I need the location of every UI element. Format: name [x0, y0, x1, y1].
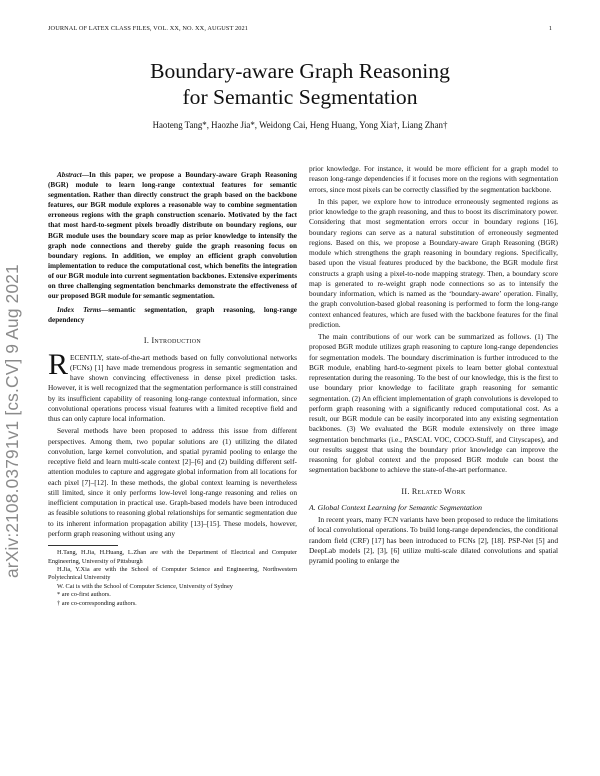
section-heading-related-work: II. Related Work	[401, 486, 466, 496]
footnotes	[48, 549, 297, 608]
subsection-heading: A. Global Context Learning for Semantic Segmentation	[309, 502, 483, 512]
right-paragraph-4: In recent years, many FCN variants have been proposed to reduce the limitations of local convolutional operations. To build long-range dependencies, the conditional random field (CRF) [17] has been introduced to FCNs [2], [18]. PSP-Net [5] and DeepLab models [2], [3], [6] utilize multi-scale dilated convolutions and spatial pyramid pooling to enlarge the	[309, 515, 558, 565]
section-heading-introduction: I. Introduction	[143, 336, 202, 346]
drop-cap: R	[48, 347, 69, 381]
title-line-2: for Semantic Segmentation	[182, 85, 418, 109]
index-terms-text: —semantic segmentation, graph reasoning, long-range dependency	[48, 306, 297, 325]
right-paragraph-2: In this paper, we explore how to introduce erroneously segmented regions as prior knowledge to the graph reasoning, and thus to boost its discriminatory power. Considering that most segmentation errors occur in boundary regions [16], boundary regions can serve as a natural substitution of erroneously segmented regions. Based on this, we propose a Boundary-aware Graph Reasoning (BGR) module which strengthens the graph reasoning in boundary regions. Specifically, based upon the visual features produced by the backbone, the BGR module first constructs a graph using a pixel-to-node mapping strategy. Then, a boundary score map is generated to re-weight graph node connections so as to intensify the boundary information, which is named as the ‘boundary-aware’ operation. Finally, the graph convolution-based global reasoning is performed to form the long-range context enhanced features, which are fused with the backbone features for the final prediction.	[309, 196, 558, 329]
intro-paragraph-2: Several methods have been proposed to address this issue from different perspectives. Among them, two popular solutions are (1) utilizing the dilated convolution, large kernel convolution, and spatial pyramid pooling to enlarge the receptive field and learn multi-scale context [2]–[6] and (2) building different self-attention modules to capture and aggregate global information from all locations for each pixel [7]–[12]. In these methods, the global context learning is nevertheless still limited, since it only performs low-level long-range reasoning and relies on inefficient computation in practical use. Graph-based models have been introduced as feasible solutions to reasoning global relationships for semantic segmentation due to its inherent information propagation ability [13]–[15]. These models, however, perform graph reasoning without using any	[48, 426, 297, 538]
left-column	[48, 170, 297, 608]
right-paragraph-3: The main contributions of our work can be summarized as follows. (1) The proposed BGR module utilizes graph reasoning to capture long-range dependencies for segmentation models. The boundary discrimination is further introduced to the BGR module, enabling hard-to-segment pixels to learn better global contextual representation during the reasoning. To the best of our knowledge, this is the first to use boundary prior knowledge to facilitate graph reasoning for semantic segmentation. (2) An efficient implementation of graph convolutions is developed to perform graph reasoning with a significantly reduced computational cost. As a result, our BGR module can be easily incorporated into any existing segmentation backbones. (3) We evaluated the BGR module extensively on three image segmentation benchmarks (i.e., PASCAL VOC, COCO-Stuff, and Cityscapes), and our results suggest that using the boundary prior knowledge can improve the reasoning for global context and the proposed BGR module can boost the segmentation backbone to achieve the state-of-the-art performance.	[309, 332, 558, 475]
arxiv-stamp[interactable]: arXiv:2108.03791v1 [cs.CV] 9 Aug 2021	[2, 264, 22, 578]
footnote: H.Jia, Y.Xia are with the School of Computer Science and Engineering, Northwestern Polytechnical University	[48, 565, 297, 582]
index-terms	[48, 305, 297, 325]
right-paragraph-1: prior knowledge. For instance, it would be more efficient for a graph model to reason long-range dependencies if it focuses more on the regions with segmentation errors, since most pixels can be correctly classified by the segmentation backbone.	[309, 164, 558, 194]
author-list: Haoteng Tang*, Haozhe Jia*, Weidong Cai, Heng Huang, Yong Xia†, Liang Zhan†	[152, 120, 448, 130]
intro-paragraph-1-text: ECENTLY, state-of-the-art methods based on fully convolutional networks (FCNs) [1] have made tremendous progress in semantic segmentation and have shown convincing effectiveness in dense pixel prediction tasks. However, it is well recognized that the segmentation performance is still constrained by its insufficient capability of reasoning long-range contextual information, since convolutional operations process visual features with a limited receptive field and thus can only capture local information.	[48, 352, 297, 424]
page-number: 1	[548, 25, 552, 32]
abstract	[48, 170, 297, 301]
footnote: W. Cai is with the School of Computer Science, University of Sydney	[57, 582, 233, 590]
paper-title	[40, 58, 560, 110]
footnote: † are co-corresponding authors.	[57, 599, 137, 607]
abstract-label: Abstract	[57, 171, 82, 179]
journal-header: JOURNAL OF LATEX CLASS FILES, VOL. XX, NO. XX, AUGUST 2021	[48, 25, 249, 32]
footnote: H.Tang, H.Jia, H.Huang, L.Zhan are with the Department of Electrical and Computer Engineering, University of Pittsburgh	[48, 549, 297, 565]
abstract-text: —In this paper, we propose a Boundary-aware Graph Reasoning (BGR) module to learn long-range contextual features for semantic segmentation. Rather than directly construct the graph based on the backbone features, our BGR module explores a reasonable way to combine segmentation erroneous regions with the graph construction scenario. Motivated by the fact that most hard-to-segment pixels broadly distribute on boundary regions, our BGR module uses the boundary score map as prior knowledge to intensify the graph node connections and thereby guide the graph reasoning focus on boundary regions. In addition, we employ an efficient graph convolution implementation to reduce the computational cost, which benefits the integration of our BGR module into current segmentation backbones. Extensive experiments on three challenging segmentation benchmarks demonstrate the effectiveness of our proposed BGR module for semantic segmentation.	[48, 171, 297, 301]
index-terms-label: Index Terms	[57, 306, 102, 315]
intro-paragraph-1	[48, 347, 297, 425]
footnote: * are co-first authors.	[57, 591, 111, 599]
title-line-1: Boundary-aware Graph Reasoning	[150, 59, 450, 83]
right-column	[309, 164, 558, 568]
footnote-divider	[48, 545, 118, 546]
